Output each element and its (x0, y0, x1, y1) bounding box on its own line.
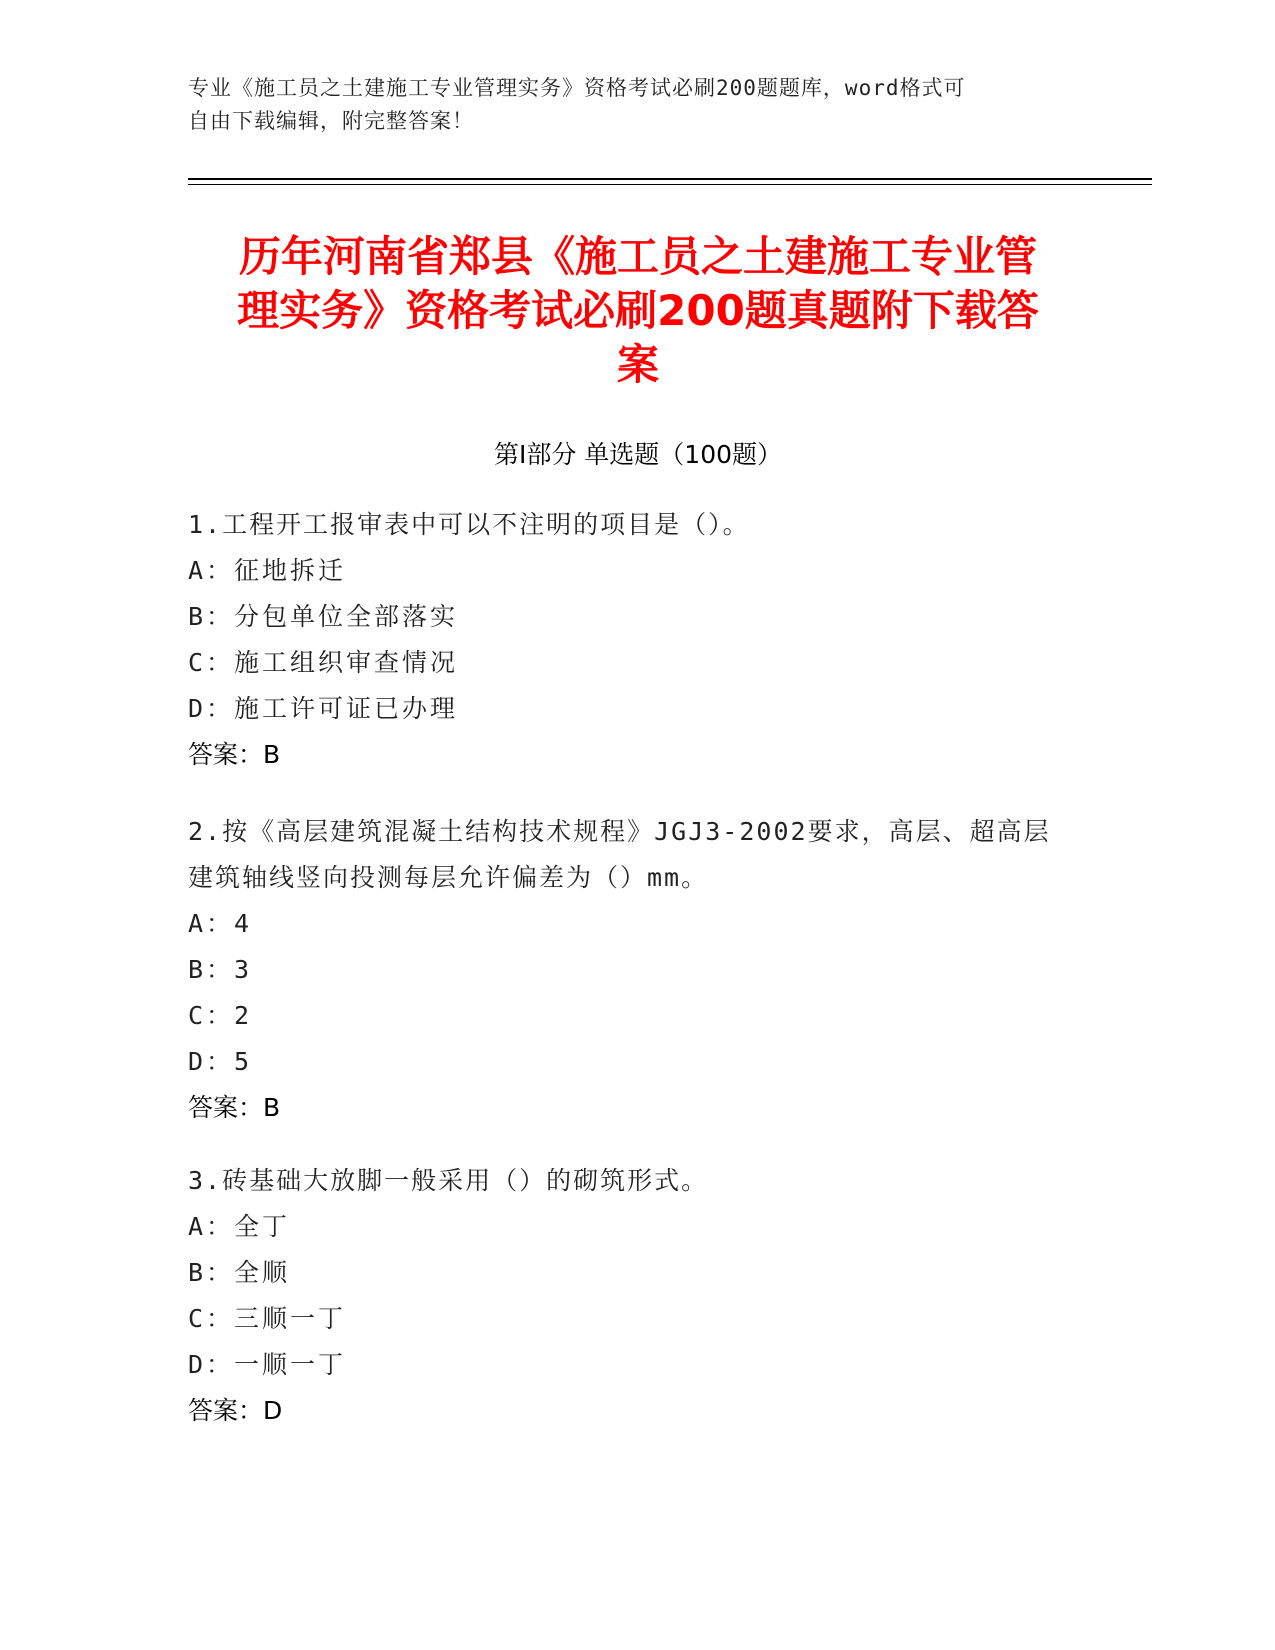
question-stem-continued: 建筑轴线竖向投测每层允许偏差为（）mm。 (188, 863, 709, 892)
header-rule-thin (188, 184, 1152, 185)
question-3 (188, 1158, 1088, 1434)
answer-label: 答案：B (188, 740, 281, 769)
title-line: 理实务》资格考试必刷200题真题附下载答 (237, 286, 1039, 335)
option-a: A：全丁 (188, 1212, 291, 1241)
question-1 (188, 502, 1088, 778)
answer-label: 答案：D (188, 1396, 283, 1425)
option-a: A：4 (188, 909, 253, 938)
answer-label: 答案：B (188, 1093, 281, 1122)
section-title: 第I部分 单选题（100题） (493, 440, 783, 469)
option-c: C：2 (188, 1001, 253, 1030)
question-stem: 2.按《高层建筑混凝土结构技术规程》JGJ3-2002要求，高层、超高层 (188, 817, 1051, 846)
title-line: 历年河南省郑县《施工员之土建施工专业管 (238, 232, 1037, 281)
option-b: B：分包单位全部落实 (188, 602, 459, 631)
title-line: 案 (616, 340, 659, 389)
option-b: B：全顺 (188, 1258, 291, 1287)
option-c: C：三顺一丁 (188, 1304, 347, 1333)
option-a: A：征地拆迁 (188, 556, 347, 585)
question-stem: 1.工程开工报审表中可以不注明的项目是（）。 (188, 510, 750, 539)
question-stem: 3.砖基础大放脚一般采用（）的砌筑形式。 (188, 1166, 709, 1195)
option-d: D：5 (188, 1047, 253, 1076)
option-d: D：一顺一丁 (188, 1350, 347, 1379)
question-2 (188, 809, 1088, 1131)
option-d: D：施工许可证已办理 (188, 694, 459, 723)
option-b: B：3 (188, 955, 253, 984)
header-note (188, 72, 1068, 138)
header-note-line: 专业《施工员之土建施工专业管理实务》资格考试必刷200题题库，word格式可 (188, 76, 966, 100)
document-title (188, 230, 1088, 392)
header-rule-thick (188, 178, 1152, 180)
header-note-line: 自由下载编辑，附完整答案！ (188, 109, 474, 133)
option-c: C：施工组织审查情况 (188, 648, 459, 677)
